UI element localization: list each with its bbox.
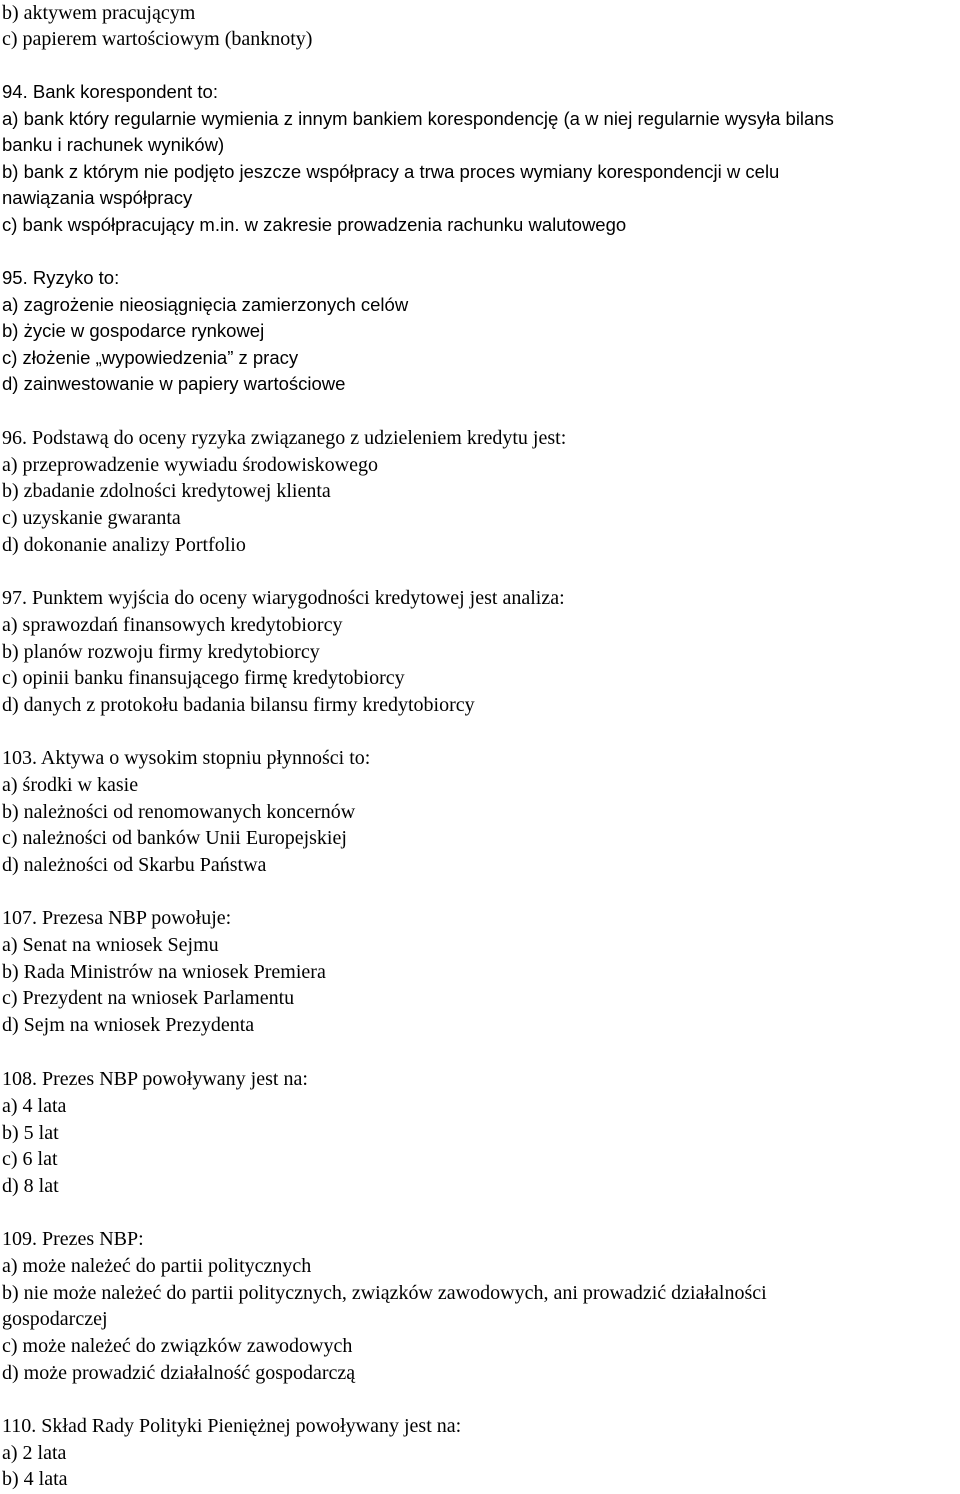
answer-94-a-line1: a) bank który regularnie wymienia z innym bankiem korespondencję (a w niej regularnie wysyła bilans bbox=[2, 108, 834, 129]
answer-103-b: b) należności od renomowanych koncernów bbox=[2, 801, 356, 823]
answer-108-a: a) 4 lata bbox=[2, 1095, 67, 1117]
answer-108-c: c) 6 lat bbox=[2, 1148, 58, 1170]
question-107: 107. Prezesa NBP powołuje: bbox=[2, 907, 232, 929]
answer-107-c: c) Prezydent na wniosek Parlamentu bbox=[2, 987, 295, 1009]
answer-107-b: b) Rada Ministrów na wniosek Premiera bbox=[2, 961, 326, 983]
answer-110-a: a) 2 lata bbox=[2, 1442, 67, 1464]
answer-94-c: c) bank współpracujący m.in. w zakresie prowadzenia rachunku walutowego bbox=[2, 214, 627, 235]
answer-95-c: c) złożenie „wypowiedzenia” z pracy bbox=[2, 347, 299, 368]
answer-95-d: d) zainwestowanie w papiery wartościowe bbox=[2, 373, 346, 394]
answer-b: b) aktywem pracującym bbox=[2, 2, 196, 24]
answer-109-a: a) może należeć do partii politycznych bbox=[2, 1255, 312, 1277]
answer-96-d: d) dokonanie analizy Portfolio bbox=[2, 534, 246, 556]
question-110: 110. Skład Rady Polityki Pieniężnej powoływany jest na: bbox=[2, 1415, 462, 1437]
answer-109-b-line1: b) nie może należeć do partii politycznych, związków zawodowych, ani prowadzić działalności bbox=[2, 1282, 767, 1304]
answer-109-c: c) może należeć do związków zawodowych bbox=[2, 1335, 353, 1357]
answer-96-c: c) uzyskanie gwaranta bbox=[2, 507, 181, 529]
answer-96-a: a) przeprowadzenie wywiadu środowiskowego bbox=[2, 454, 378, 476]
answer-95-b: b) życie w gospodarce rynkowej bbox=[2, 320, 265, 341]
answer-107-a: a) Senat na wniosek Sejmu bbox=[2, 934, 219, 956]
answer-108-b: b) 5 lat bbox=[2, 1122, 59, 1144]
answer-97-a: a) sprawozdań finansowych kredytobiorcy bbox=[2, 614, 343, 636]
question-103: 103. Aktywa o wysokim stopniu płynności to: bbox=[2, 747, 371, 769]
question-97: 97. Punktem wyjścia do oceny wiarygodności kredytowej jest analiza: bbox=[2, 587, 565, 609]
answer-94-b-line2: nawiązania współpracy bbox=[2, 187, 193, 208]
answer-97-b: b) planów rozwoju firmy kredytobiorcy bbox=[2, 641, 320, 663]
answer-109-d: d) może prowadzić działalność gospodarczą bbox=[2, 1362, 356, 1384]
answer-103-c: c) należności od banków Unii Europejskiej bbox=[2, 827, 347, 849]
question-108: 108. Prezes NBP powoływany jest na: bbox=[2, 1068, 308, 1090]
answer-97-c: c) opinii banku finansującego firmę kredytobiorcy bbox=[2, 667, 405, 689]
answer-97-d: d) danych z protokołu badania bilansu firmy kredytobiorcy bbox=[2, 694, 475, 716]
answer-96-b: b) zbadanie zdolności kredytowej klienta bbox=[2, 480, 331, 502]
answer-94-a-line2: banku i rachunek wyników) bbox=[2, 134, 225, 155]
answer-109-b-line2: gospodarczej bbox=[2, 1308, 108, 1330]
question-94: 94. Bank korespondent to: bbox=[2, 81, 218, 102]
answer-c: c) papierem wartościowym (banknoty) bbox=[2, 28, 313, 50]
answer-107-d: d) Sejm na wniosek Prezydenta bbox=[2, 1014, 255, 1036]
answer-103-d: d) należności od Skarbu Państwa bbox=[2, 854, 267, 876]
answer-94-b-line1: b) bank z którym nie podjęto jeszcze współpracy a trwa proces wymiany korespondencji w celu bbox=[2, 161, 780, 182]
question-96: 96. Podstawą do oceny ryzyka związanego z udzieleniem kredytu jest: bbox=[2, 427, 567, 449]
question-109: 109. Prezes NBP: bbox=[2, 1228, 144, 1250]
answer-108-d: d) 8 lat bbox=[2, 1175, 59, 1197]
answer-103-a: a) środki w kasie bbox=[2, 774, 139, 796]
answer-110-b: b) 4 lata bbox=[2, 1468, 68, 1490]
answer-95-a: a) zagrożenie nieosiągnięcia zamierzonych celów bbox=[2, 294, 409, 315]
question-95: 95. Ryzyko to: bbox=[2, 267, 120, 288]
